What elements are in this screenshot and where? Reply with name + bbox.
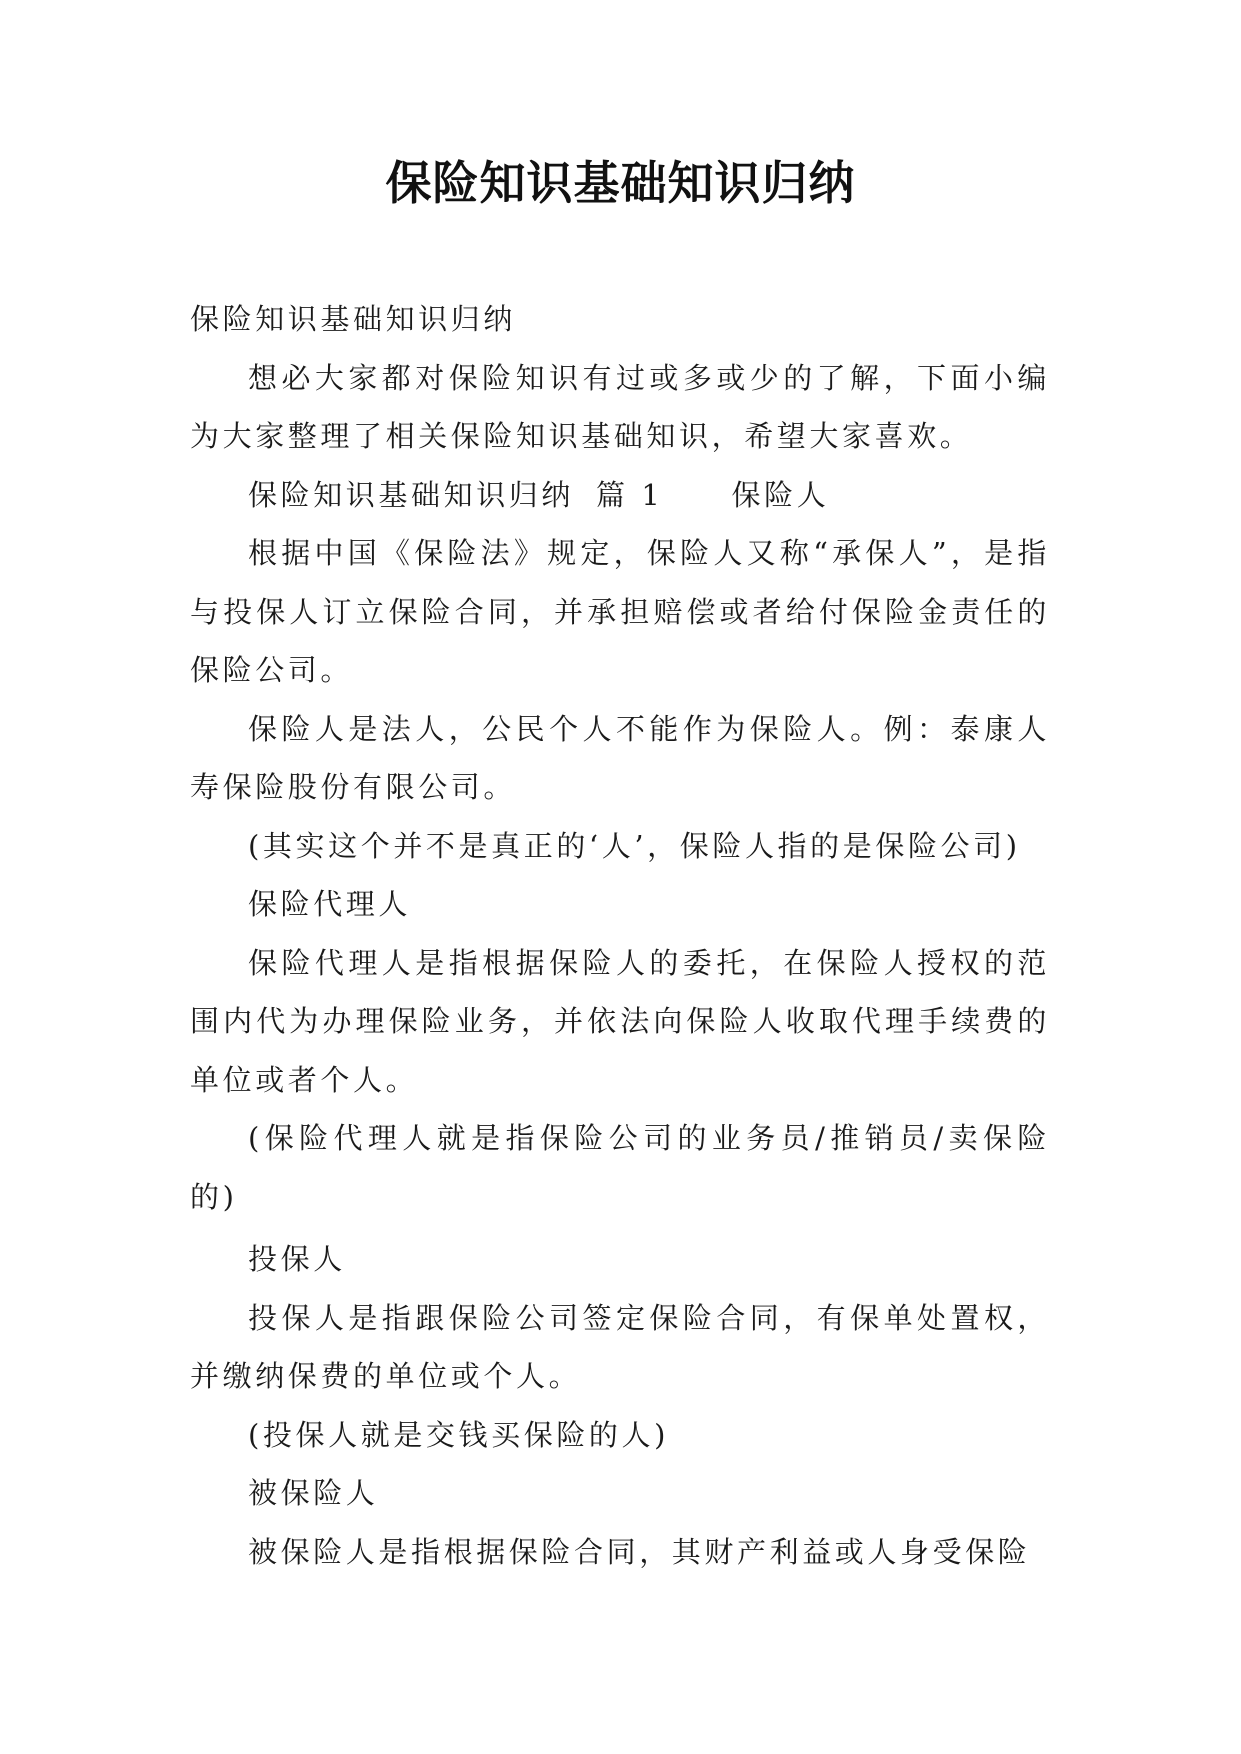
section-heading xyxy=(190,466,1050,525)
heading-policyholder: 投保人 xyxy=(248,1242,346,1276)
document-title: 保险知识基础知识归纳 xyxy=(385,156,856,210)
paragraph-insured-definition: 被保险人是指根据保险合同，其财产利益或人身受保险 xyxy=(248,1534,1031,1569)
paragraph-agent-definition: 保险代理人是指根据保险人的委托，在保险人授权的范围内代为办理保险业务，并依法向保险人收取代理手续费的单位或者个人。 xyxy=(190,945,1050,1097)
paragraph-policyholder-note: (投保人就是交钱买保险的人) xyxy=(248,1417,670,1452)
paragraph-agent-note: (保险代理人就是指保险公司的业务员/推销员/卖保险的) xyxy=(190,1121,1050,1214)
section-heading-topic: 保险人 xyxy=(731,477,830,512)
document-body xyxy=(190,290,1050,1581)
paragraph-policyholder-definition: 投保人是指跟保险公司签定保险合同，有保单处置权，并缴纳保费的单位或个人。 xyxy=(190,1300,1050,1393)
heading-insured: 被保险人 xyxy=(248,1476,379,1510)
section-heading-title: 保险知识基础知识归纳 xyxy=(248,477,575,512)
paragraph-insurer-legal-person: 保险人是法人，公民个人不能作为保险人。例：泰康人寿保险股份有限公司。 xyxy=(190,711,1050,804)
paragraph-insurer-note: (其实这个并不是真正的‘人’，保险人指的是保险公司) xyxy=(248,828,1021,863)
heading-agent: 保险代理人 xyxy=(248,887,412,921)
subtitle: 保险知识基础知识归纳 xyxy=(190,302,517,336)
paragraph-insurer-definition: 根据中国《保险法》规定，保险人又称“承保人”，是指与投保人订立保险合同，并承担赔偿或者给付保险金责任的保险公司。 xyxy=(190,536,1050,687)
section-heading-part: 篇 1 xyxy=(596,477,664,512)
intro-paragraph: 想必大家都对保险知识有过或多或少的了解，下面小编为大家整理了相关保险知识基础知识，希望大家喜欢。 xyxy=(190,360,1050,453)
